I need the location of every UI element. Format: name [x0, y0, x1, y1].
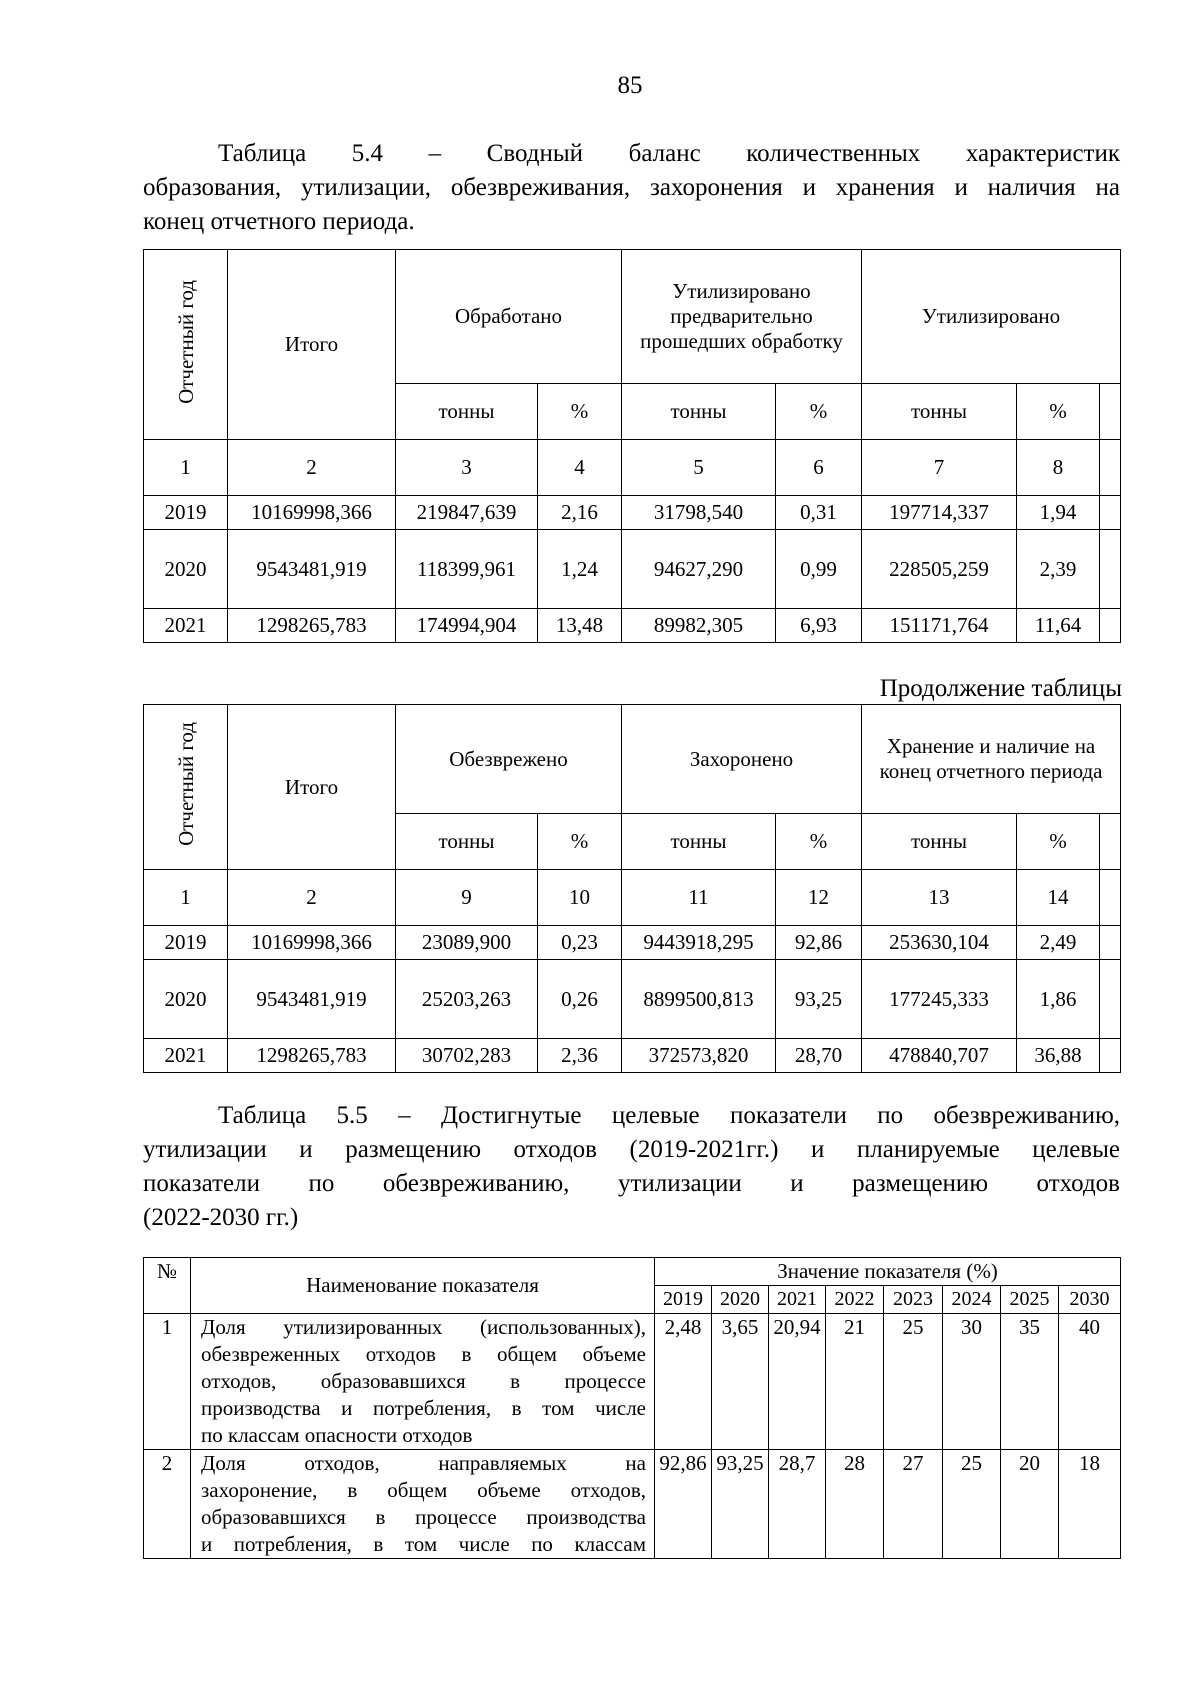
year-header: 2020: [712, 1286, 769, 1314]
cell-value: 197714,337: [862, 496, 1017, 530]
cell-value: 1,24: [538, 530, 622, 609]
cell-value: 2,16: [538, 496, 622, 530]
unit-percent: %: [1017, 814, 1100, 870]
header-total: Итого: [228, 705, 396, 870]
cell-value: 9443918,295: [622, 926, 776, 960]
empty-cell: [1100, 496, 1121, 530]
cell-total: 10169998,366: [228, 926, 396, 960]
unit-percent: %: [1017, 384, 1100, 440]
cell-value: 40: [1059, 1314, 1121, 1450]
column-numbers-row: [144, 870, 1121, 926]
cell-total: 10169998,366: [228, 496, 396, 530]
year-header: 2021: [769, 1286, 826, 1314]
cell-value: 6,93: [776, 609, 862, 643]
cell-value: 253630,104: [862, 926, 1017, 960]
cell-value: 219847,639: [396, 496, 538, 530]
year-header: 2024: [943, 1286, 1001, 1314]
empty-cell: [1100, 814, 1121, 870]
caption-line: утилизации и размещению отходов (2019-2021гг.) и планируемые целевые: [143, 1136, 1120, 1163]
cell-value: 21: [826, 1314, 884, 1450]
year-header: 2030: [1059, 1286, 1121, 1314]
header-neutralized: Обезврежено: [396, 705, 622, 814]
unit-tonnes: тонны: [862, 814, 1017, 870]
cell-indicator-name: Доля утилизированных (использованных), обезвреженных отходов в общем объеме отходов, образовавшихся в процессе производства и потребления, в том числе по классам опасности отходов: [191, 1314, 655, 1450]
empty-cell: [1100, 609, 1121, 643]
cell-value: 36,88: [1017, 1039, 1100, 1073]
column-number: 7: [862, 440, 1017, 496]
cell-value: 2,49: [1017, 926, 1100, 960]
table-5-4: [143, 249, 1121, 643]
cell-value: 94627,290: [622, 530, 776, 609]
header-indicator-name: Наименование показателя: [191, 1258, 655, 1314]
year-header: 2022: [826, 1286, 884, 1314]
cell-value: 3,65: [712, 1314, 769, 1450]
column-number: 14: [1017, 870, 1100, 926]
cell-value: 151171,764: [862, 609, 1017, 643]
column-number: 2: [228, 870, 396, 926]
cell-value: 28,70: [776, 1039, 862, 1073]
cell-value: 0,31: [776, 496, 862, 530]
cell-year: 2019: [144, 926, 228, 960]
cell-total: 9543481,919: [228, 530, 396, 609]
column-number: 3: [396, 440, 538, 496]
column-number: 8: [1017, 440, 1100, 496]
cell-value: 92,86: [655, 1450, 712, 1559]
cell-value: 11,64: [1017, 609, 1100, 643]
header-processed: Обработано: [396, 250, 622, 384]
cell-value: 177245,333: [862, 960, 1017, 1039]
cell-value: 27: [884, 1450, 943, 1559]
cell-value: 0,23: [538, 926, 622, 960]
table-5-4-caption: [143, 137, 1120, 239]
unit-percent: %: [538, 814, 622, 870]
cell-value: 1,94: [1017, 496, 1100, 530]
empty-cell: [1100, 870, 1121, 926]
cell-value: 8899500,813: [622, 960, 776, 1039]
cell-value: 35: [1001, 1314, 1059, 1450]
cell-value: 174994,904: [396, 609, 538, 643]
cell-value: 0,26: [538, 960, 622, 1039]
column-number: 6: [776, 440, 862, 496]
cell-value: 2,48: [655, 1314, 712, 1450]
cell-value: 89982,305: [622, 609, 776, 643]
unit-percent: %: [776, 384, 862, 440]
cell-value: 0,99: [776, 530, 862, 609]
table-row: [144, 496, 1121, 530]
table-row: [144, 960, 1121, 1039]
cell-value: 25203,263: [396, 960, 538, 1039]
year-header: 2023: [884, 1286, 943, 1314]
table-row: [144, 530, 1121, 609]
cell-value: 2,39: [1017, 530, 1100, 609]
caption-line: образования, утилизации, обезвреживания, захоронения и хранения и наличия на: [143, 174, 1120, 201]
column-number: 13: [862, 870, 1017, 926]
unit-percent: %: [776, 814, 862, 870]
cell-year: 2021: [144, 609, 228, 643]
cell-value: 228505,259: [862, 530, 1017, 609]
cell-value: 20,94: [769, 1314, 826, 1450]
cell-value: 118399,961: [396, 530, 538, 609]
cell-value: 92,86: [776, 926, 862, 960]
column-numbers-row: [144, 440, 1121, 496]
cell-year: 2020: [144, 960, 228, 1039]
cell-number: 2: [144, 1450, 191, 1559]
cell-value: 31798,540: [622, 496, 776, 530]
cell-total: 1298265,783: [228, 1039, 396, 1073]
unit-tonnes: тонны: [396, 384, 538, 440]
cell-value: 18: [1059, 1450, 1121, 1559]
table-row: [144, 1314, 1121, 1450]
cell-year: 2019: [144, 496, 228, 530]
table-5-4-continuation: [143, 704, 1121, 1073]
empty-cell: [1100, 530, 1121, 609]
table-5-5: [143, 1257, 1121, 1559]
cell-value: 13,48: [538, 609, 622, 643]
table-5-5-caption: [143, 1099, 1120, 1235]
table-row: [144, 1450, 1121, 1559]
cell-value: 25: [943, 1450, 1001, 1559]
cell-value: 2,36: [538, 1039, 622, 1073]
cell-value: 20: [1001, 1450, 1059, 1559]
column-number: 5: [622, 440, 776, 496]
page-number: 85: [617, 72, 643, 99]
caption-line: Таблица 5.5 – Достигнутые целевые показатели по обезвреживанию,: [218, 1102, 1120, 1129]
header-utilized-preprocessed: Утилизировано предварительно прошедших обработку: [622, 250, 862, 384]
unit-percent: %: [538, 384, 622, 440]
cell-value: 1,86: [1017, 960, 1100, 1039]
year-header: 2025: [1001, 1286, 1059, 1314]
cell-value: 30: [943, 1314, 1001, 1450]
cell-year: 2020: [144, 530, 228, 609]
unit-tonnes: тонны: [396, 814, 538, 870]
cell-value: 93,25: [776, 960, 862, 1039]
unit-tonnes: тонны: [862, 384, 1017, 440]
unit-tonnes: тонны: [622, 384, 776, 440]
cell-total: 1298265,783: [228, 609, 396, 643]
column-number: 4: [538, 440, 622, 496]
header-indicator-value: Значение показателя (%): [655, 1258, 1121, 1286]
column-number: 1: [144, 440, 228, 496]
cell-indicator-name: Доля отходов, направляемых на захоронение, в общем объеме отходов, образовавшихся в процессе производства и потребления, в том числе по классам: [191, 1450, 655, 1559]
column-number: 12: [776, 870, 862, 926]
cell-value: 372573,820: [622, 1039, 776, 1073]
cell-number: 1: [144, 1314, 191, 1450]
continuation-caption: Продолжение таблицы: [879, 675, 1122, 702]
cell-value: 28: [826, 1450, 884, 1559]
unit-tonnes: тонны: [622, 814, 776, 870]
header-storage: Хранение и наличие на конец отчетного периода: [862, 705, 1121, 814]
cell-value: 23089,900: [396, 926, 538, 960]
cell-value: 30702,283: [396, 1039, 538, 1073]
column-number: 10: [538, 870, 622, 926]
caption-line: Таблица 5.4 – Сводный баланс количественных характеристик: [218, 140, 1120, 167]
cell-value: 25: [884, 1314, 943, 1450]
caption-line: (2022-2030 гг.): [143, 1204, 299, 1231]
cell-year: 2021: [144, 1039, 228, 1073]
cell-value: 93,25: [712, 1450, 769, 1559]
header-total: Итого: [228, 250, 396, 440]
caption-line: конец отчетного периода.: [143, 208, 415, 235]
header-year: Отчетный год: [144, 705, 228, 870]
empty-cell: [1100, 926, 1121, 960]
table-row: [144, 926, 1121, 960]
column-number: 1: [144, 870, 228, 926]
column-number: 9: [396, 870, 538, 926]
empty-cell: [1100, 960, 1121, 1039]
empty-cell: [1100, 440, 1121, 496]
empty-cell: [1100, 384, 1121, 440]
header-buried: Захоронено: [622, 705, 862, 814]
cell-value: 478840,707: [862, 1039, 1017, 1073]
column-number: 11: [622, 870, 776, 926]
header-number: №: [144, 1258, 191, 1314]
table-row: [144, 1039, 1121, 1073]
cell-total: 9543481,919: [228, 960, 396, 1039]
header-utilized: Утилизировано: [862, 250, 1121, 384]
cell-value: 28,7: [769, 1450, 826, 1559]
empty-cell: [1100, 1039, 1121, 1073]
header-year: Отчетный год: [144, 250, 228, 440]
table-row: [144, 609, 1121, 643]
year-header: 2019: [655, 1286, 712, 1314]
column-number: 2: [228, 440, 396, 496]
caption-line: показатели по обезвреживанию, утилизации и размещению отходов: [143, 1170, 1120, 1197]
